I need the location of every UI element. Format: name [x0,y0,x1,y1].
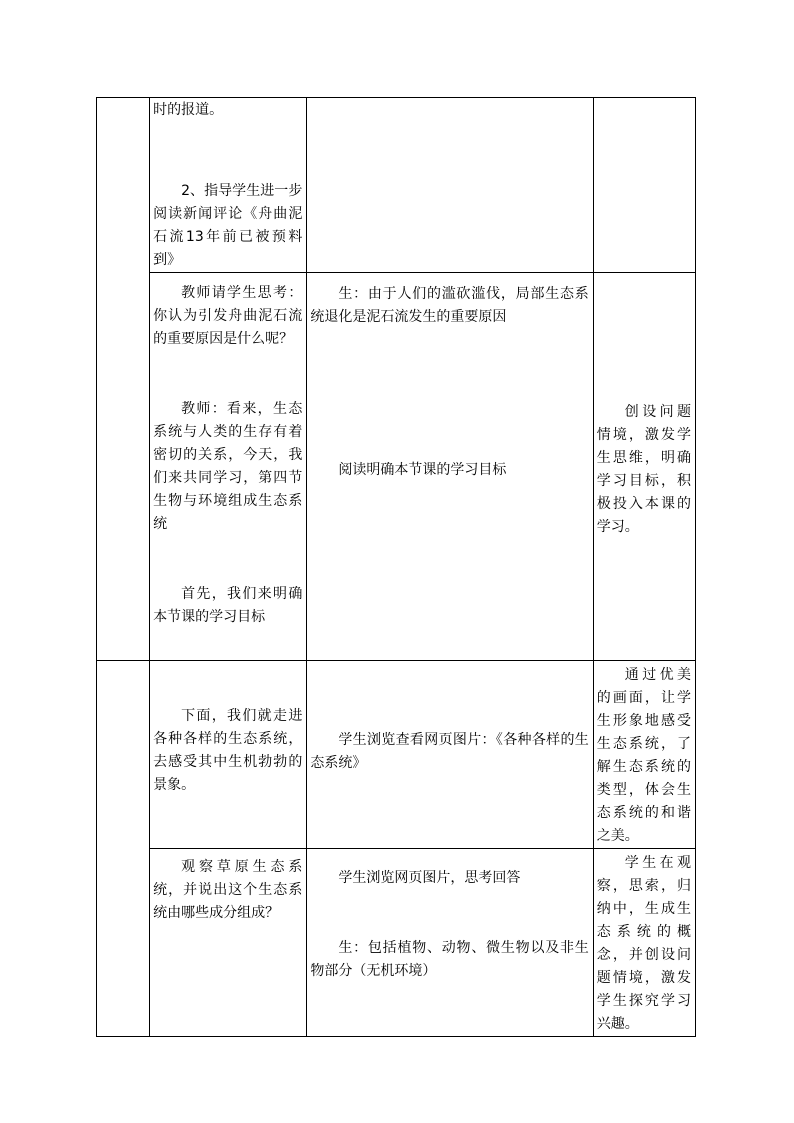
stage-cell [97,98,150,661]
student-text: 学生浏览查看网页图片：《各种各样的生态系统》 [310,732,589,771]
teacher-text: 教师：看来，生态系统与人类的生存有着密切的关系，今天，我们来共同学习，第四节生物与环境组成生态系统 [153,401,303,532]
design-intent-cell [593,661,695,849]
student-text: 生：由于人们的滥砍滥伐，局部生态系统退化是泥石流发生的重要原因 [310,286,589,325]
table-row [97,661,696,849]
teacher-text: 2、指导学生进一步阅读新闻评论《舟曲泥石流13年前已被预料到》 [153,183,303,268]
student-activity-cell [307,273,593,661]
student-text: 生：包括植物、动物、微生物以及非生物部分（无机环境） [310,940,589,979]
student-text: 阅读明确本节课的学习目标 [338,462,507,478]
table-row [97,98,696,273]
teacher-text: 时的报道。 [153,102,224,118]
teacher-activity-cell [150,661,307,849]
intent-text: 创设问题情境，激发学生思维，明确学习目标，积极投入本课的学习。 [596,404,691,535]
table-row [97,849,696,1037]
student-activity-cell [307,849,593,1037]
teacher-activity-cell [150,98,307,273]
design-intent-cell [593,98,695,273]
stage-cell [97,661,150,1037]
student-activity-cell [307,661,593,849]
lesson-plan-table [96,97,696,1037]
design-intent-cell [593,273,695,661]
table-row [97,273,696,661]
teacher-text: 教师请学生思考：你认为引发舟曲泥石流的重要原因是什么呢？ [153,285,303,347]
teacher-text: 下面，我们就走进各种各样的生态系统，去感受其中生机勃勃的景象。 [153,708,303,793]
design-intent-cell [593,849,695,1037]
teacher-activity-cell [150,273,307,661]
student-activity-cell [307,98,593,273]
teacher-text: 首先，我们来明确本节课的学习目标 [153,586,303,625]
intent-text: 学生在观察，思索，归纳中，生成生态系统的概念，并创设问题情境，激发学生探究学习兴趣。 [596,855,691,1032]
student-text: 学生浏览网页图片，思考回答 [338,870,521,886]
teacher-activity-cell [150,849,307,1037]
intent-text: 通过优美的画面，让学生形象地感受生态系统，了解生态系统的类型，体会生态系统的和谐之美。 [596,667,691,844]
teacher-text: 观察草原生态系统，并说出这个生态系统由哪些成分组成？ [153,859,303,921]
